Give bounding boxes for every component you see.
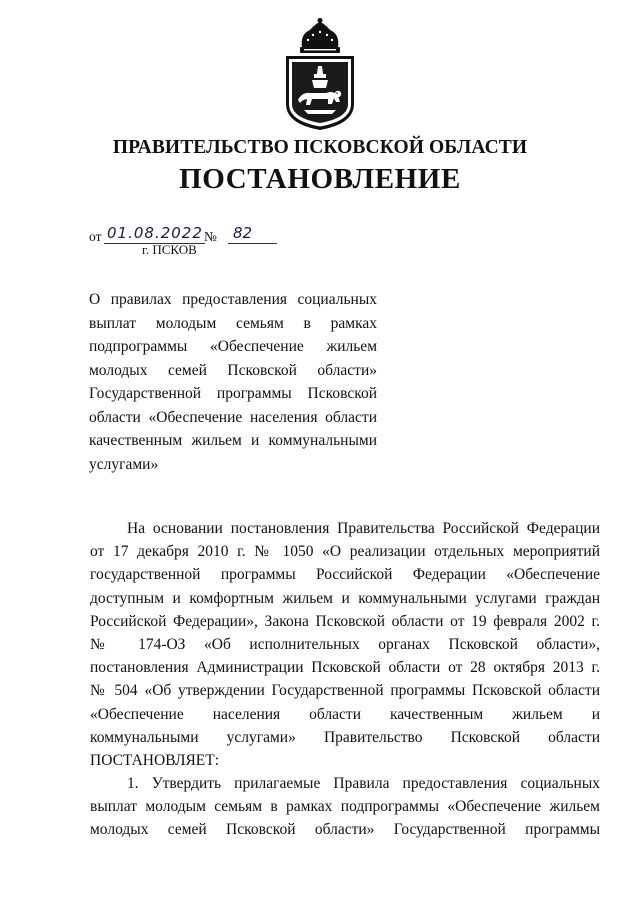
number-prefix: № bbox=[204, 229, 217, 244]
city-label: г. ПСКОВ bbox=[142, 242, 197, 257]
body-line: государственной программы Российской Федерации «Обеспечение bbox=[90, 566, 600, 584]
body-line: доступным и комфортным жильем и коммунальными услугами граждан bbox=[90, 589, 600, 607]
document-body bbox=[90, 517, 600, 842]
subject-line: О правилах предоставления социальных bbox=[89, 291, 377, 308]
body-line: «Обеспечение населения области качественным жильем и bbox=[90, 705, 600, 723]
government-name: ПРАВИТЕЛЬСТВО ПСКОВСКОЙ ОБЛАСТИ bbox=[112, 137, 528, 158]
subject-line: выплат молодым семьям в рамках bbox=[89, 314, 377, 332]
body-line-resolves: ПОСТАНОВЛЯЕТ: bbox=[90, 751, 220, 769]
subject-line: Государственной программы Псковской bbox=[89, 385, 377, 402]
body-line: коммунальными услугами» Правительство Псковской области bbox=[90, 728, 600, 746]
date-prefix: от bbox=[89, 229, 102, 244]
body-line: молодых семей Псковской области» Государственной программы bbox=[90, 821, 600, 839]
body-line: Российской Федерации», Закона Псковской области от 19 февраля 2002 г. bbox=[90, 612, 600, 630]
subject-line: качественным жильем и коммунальными bbox=[89, 432, 377, 449]
body-line: выплат молодым семьям в рамках подпрограммы «Обеспечение жильем bbox=[90, 798, 600, 816]
coat-of-arms-emblem bbox=[282, 18, 358, 132]
body-line: № 504 «Об утверждении Государственной программы Псковской области bbox=[90, 682, 600, 700]
body-line: На основании постановления Правительства Российской Федерации bbox=[127, 520, 600, 537]
document-type-title: ПОСТАНОВЛЕНИЕ bbox=[179, 163, 461, 195]
body-line: № 174-ОЗ «Об исполнительных органах Псковской области», bbox=[90, 635, 600, 653]
subject-line: услугами» bbox=[89, 455, 159, 473]
body-line: от 17 декабря 2010 г. № 1050 «О реализации отдельных мероприятий bbox=[90, 543, 600, 561]
body-line: постановления Администрации Псковской области от 28 октября 2013 г. bbox=[90, 659, 600, 677]
handwritten-number: 82 bbox=[228, 223, 277, 244]
subject-line: молодых семей Псковской области» bbox=[89, 361, 377, 379]
handwritten-date: 01.08.2022 bbox=[104, 223, 205, 244]
subject-line: области «Обеспечение населения области bbox=[89, 408, 377, 426]
document-subject bbox=[89, 288, 377, 476]
subject-line: подпрограммы «Обеспечение жильем bbox=[89, 338, 377, 355]
body-line: 1. Утвердить прилагаемые Правила предоставления социальных bbox=[127, 775, 600, 793]
